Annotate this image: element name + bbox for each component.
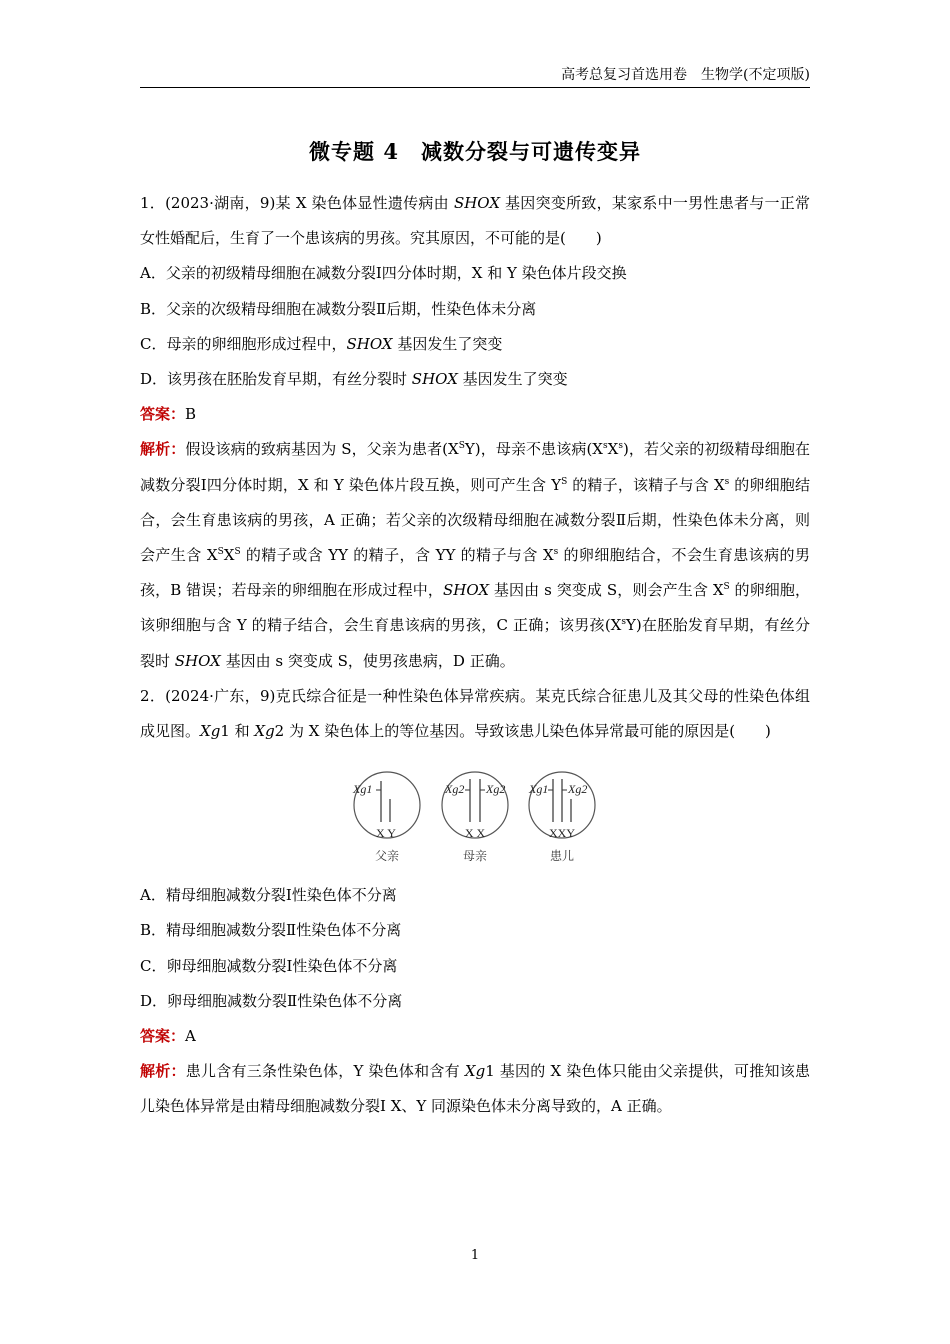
karyotype-figure xyxy=(140,757,810,867)
q1-analysis: 解析：假设该病的致病基因为 S，父亲为患者$(X^SY)$，母亲不患该病$(X^sX^s)$，若父亲的初级精母细胞在减数分裂Ⅰ四分体时期，X 和 Y 染色体片段互换，则可产生含 $Y^S$ 的精子，该精子与含 $X^s$ 的卵细胞结合，会生育患该病的男孩，A 正确；若父亲的次级精母细胞在减数分裂Ⅱ后期，性染色体未分离，则会产生含 $X^SX^S$ 的精子或含 YY 的精子，含 YY 的精子与含 $X^s$ 的卵细胞结合，不会生育患该病的男孩，B 错误；若母亲的卵细胞在形成过程中，SHOX 基因由 s 突变成 S，则会产生含 $X^S$ 的卵细胞，该卵细胞与含 Y 的精子结合，会生育患该病的男孩，C 正确；该男孩$(X^sY)$在胚胎发育早期，有丝分裂时 SHOX 基因由 s 突变成 S，使男孩患病，D 正确。 xyxy=(140,440,811,670)
q2-option-a: A．精母细胞减数分裂Ⅰ性染色体不分离 xyxy=(140,886,397,905)
child-caption: 患儿 xyxy=(549,849,575,864)
page-number: 1 xyxy=(470,1248,480,1263)
father-gene-label: Xg1 xyxy=(353,782,373,797)
q1-option-a: A．父亲的初级精母细胞在减数分裂Ⅰ四分体时期，X 和 Y 染色体片段交换 xyxy=(140,264,627,283)
q2-option-c: C．卵母细胞减数分裂Ⅰ性染色体不分离 xyxy=(140,956,398,975)
q1-option-b: B．父亲的次级精母细胞在减数分裂Ⅱ后期，性染色体未分离 xyxy=(140,299,537,318)
page-title: 微专题 4 减数分裂与可遗传变异 xyxy=(309,139,641,164)
q2-stem: 2．(2024·广东，9)克氏综合征是一种性染色体异常疾病。某克氏综合征患儿及其父母的性染色体组成见图。Xg1 和 Xg2 为 X 染色体上的等位基因。导致该患儿染色体异常最可能的原因是( ) xyxy=(140,686,810,741)
father-chromosomes: X Y xyxy=(376,826,396,841)
mother-gene-right: Xg2 xyxy=(486,782,506,797)
child-gene-right: Xg2 xyxy=(568,782,588,797)
answer-label: 答案： xyxy=(140,405,186,424)
mother-gene-left: Xg2 xyxy=(445,782,465,797)
running-header: 高考总复习首选用卷 生物学(不定项版) xyxy=(561,67,810,83)
q2-option-d: D．卵母细胞减数分裂Ⅱ性染色体不分离 xyxy=(140,991,403,1010)
child-cell xyxy=(528,772,595,863)
q1-answer: 答案：B xyxy=(140,405,197,424)
child-chromosomes: XXY xyxy=(549,826,575,841)
analysis-label: 解析： xyxy=(140,440,186,459)
q2-answer: 答案：A xyxy=(140,1027,196,1046)
sex-chromosome-diagram xyxy=(345,757,605,867)
mother-chromosomes: X X xyxy=(464,826,486,841)
answer-label: 答案： xyxy=(140,1027,186,1046)
header-rule xyxy=(140,87,810,88)
q2-analysis: 解析：患儿含有三条性染色体，Y 染色体和含有 Xg1 基因的 X 染色体只能由父亲提供，可推知该患儿染色体异常是由精母细胞减数分裂Ⅰ X、Y 同源染色体未分离导致的，A 正确。 xyxy=(140,1062,810,1116)
analysis-label: 解析： xyxy=(140,1062,186,1081)
q1-option-d: D．该男孩在胚胎发育早期，有丝分裂时 SHOX 基因发生了突变 xyxy=(140,370,568,389)
mother-cell xyxy=(442,772,508,863)
father-cell xyxy=(352,772,420,863)
father-caption: 父亲 xyxy=(374,849,400,864)
child-gene-left: Xg1 xyxy=(529,782,549,797)
q1-stem: 1．(2023·湖南，9)某 X 染色体显性遗传病由 SHOX 基因突变所致，某家系中一男性患者与一正常女性婚配后，生育了一个患该病的男孩。究其原因，不可能的是( ) xyxy=(140,194,810,248)
document-body xyxy=(140,186,810,1125)
mother-caption: 母亲 xyxy=(462,849,488,864)
q2-option-b: B．精母细胞减数分裂Ⅱ性染色体不分离 xyxy=(140,921,402,940)
q1-option-c: C．母亲的卵细胞形成过程中，SHOX 基因发生了突变 xyxy=(140,334,503,353)
